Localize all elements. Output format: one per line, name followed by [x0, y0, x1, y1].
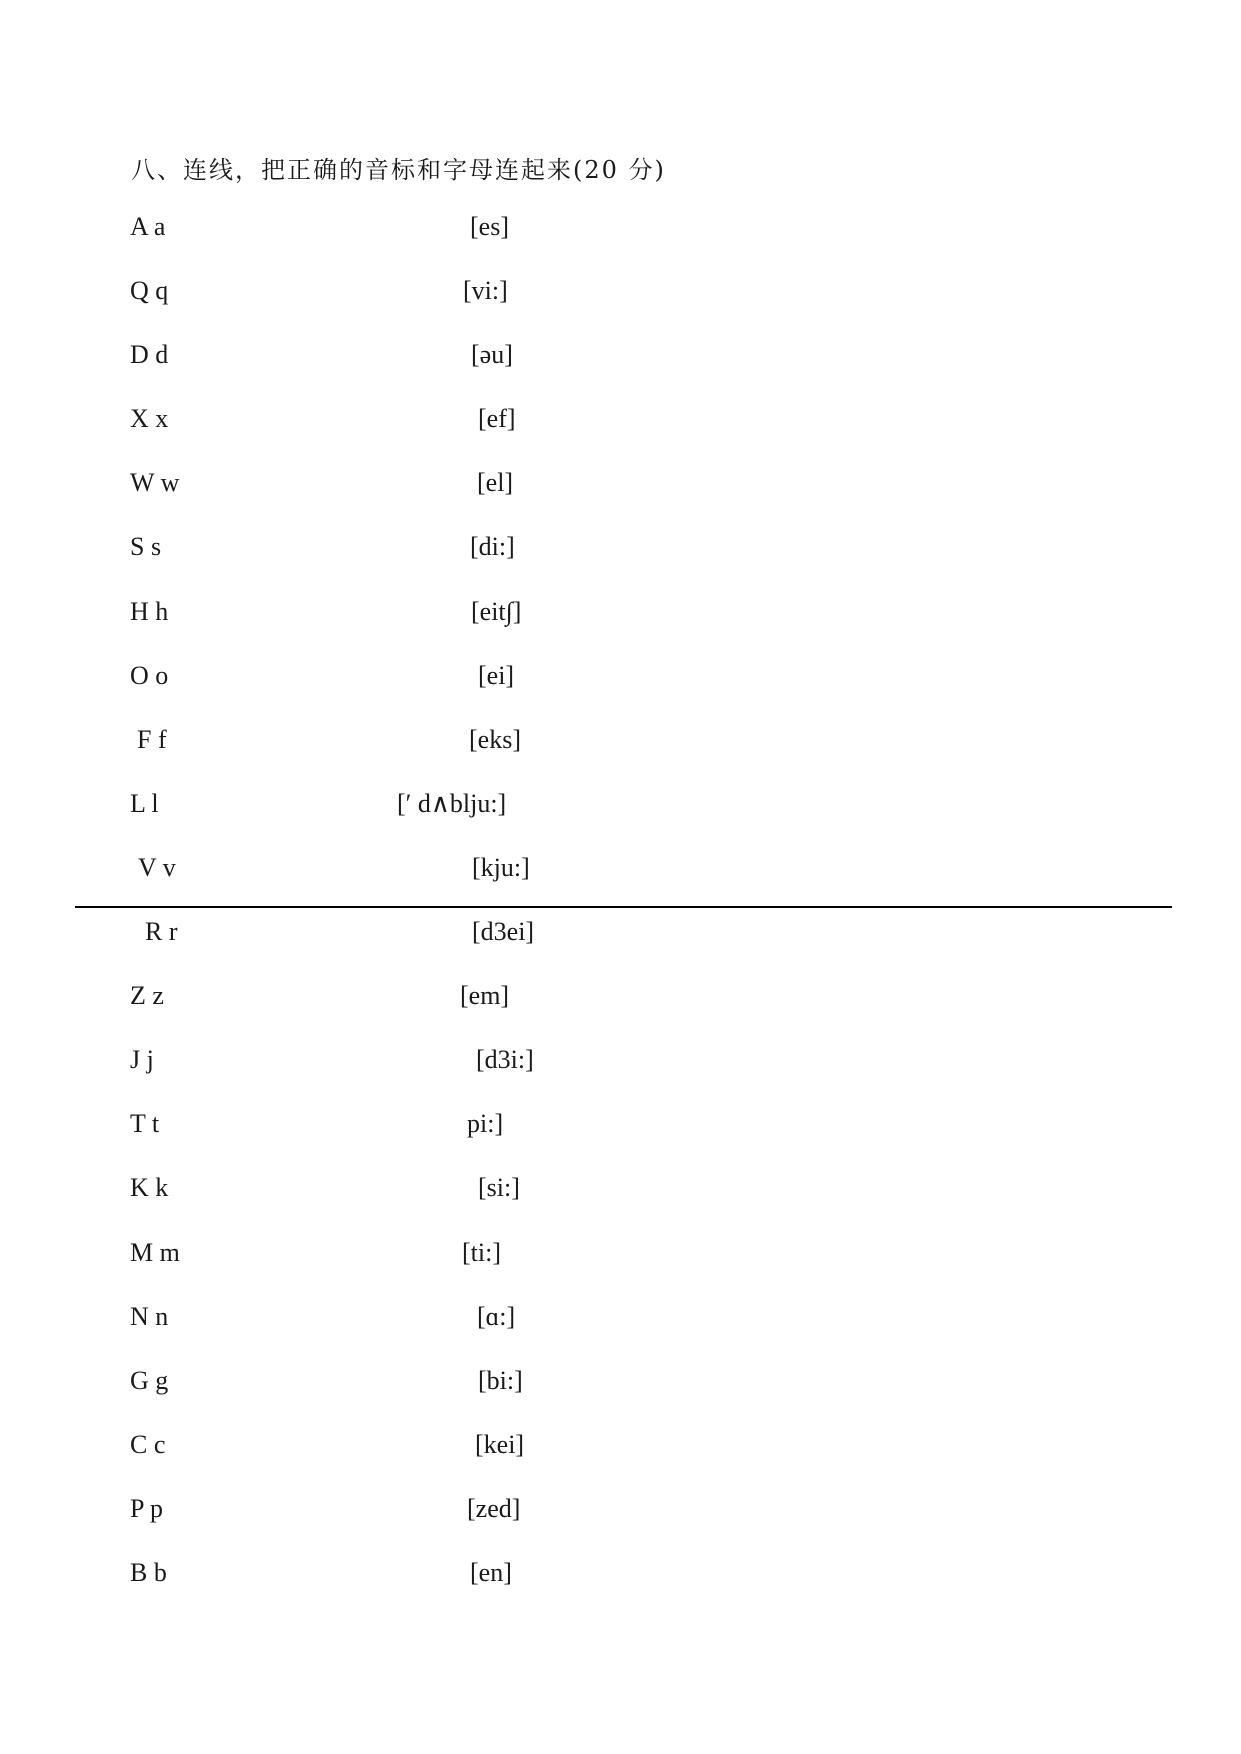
- phonetic-transcription: [kju:]: [472, 853, 530, 882]
- phonetic-transcription: [em]: [460, 981, 510, 1010]
- letter-pair: N n: [130, 1302, 169, 1331]
- phonetic-transcription: [eks]: [469, 725, 521, 754]
- phonetic-transcription: [en]: [470, 1558, 512, 1587]
- letter-pair: A a: [130, 212, 166, 241]
- letter-pair: M m: [130, 1238, 180, 1267]
- phonetic-transcription: [ei]: [478, 661, 515, 690]
- phonetic-transcription: [vi:]: [463, 276, 508, 305]
- phonetic-transcription: [zed]: [467, 1494, 521, 1523]
- phonetic-transcription: [d3i:]: [476, 1045, 534, 1074]
- horizontal-rule: [75, 906, 1172, 908]
- phonetic-transcription: [es]: [470, 212, 509, 241]
- letter-pair: C c: [130, 1430, 166, 1459]
- phonetic-transcription: [di:]: [470, 532, 515, 561]
- phonetic-transcription: [ef]: [478, 404, 516, 433]
- letter-pair: B b: [130, 1558, 167, 1587]
- letter-pair: F f: [137, 725, 167, 754]
- letter-pair: T t: [130, 1109, 160, 1138]
- letter-pair: Z z: [130, 981, 164, 1010]
- phonetic-transcription: [si:]: [478, 1173, 520, 1202]
- letter-pair: O o: [130, 661, 169, 690]
- letter-pair: R r: [145, 917, 178, 946]
- phonetic-transcription: pi:]: [467, 1109, 504, 1138]
- phonetic-transcription: [el]: [477, 468, 514, 497]
- letter-pair: D d: [130, 340, 169, 369]
- letter-pair: J j: [130, 1045, 154, 1074]
- phonetic-transcription: [bi:]: [478, 1366, 523, 1395]
- phonetic-transcription: [əu]: [471, 340, 513, 369]
- letter-pair: H h: [130, 597, 169, 626]
- letter-pair: V v: [138, 853, 176, 882]
- phonetic-transcription: [d3ei]: [472, 917, 535, 946]
- phonetic-transcription: [ɑ:]: [477, 1302, 516, 1331]
- letter-pair: X x: [130, 404, 169, 433]
- phonetic-transcription: [eit∫]: [471, 597, 522, 626]
- phonetic-transcription: [kei]: [475, 1430, 525, 1459]
- letter-pair: K k: [130, 1173, 169, 1202]
- letter-pair: S s: [130, 532, 162, 561]
- letter-pair: P p: [130, 1494, 163, 1523]
- letter-pair: Q q: [130, 276, 169, 305]
- phonetic-transcription: [ti:]: [462, 1238, 501, 1267]
- letter-pair: W w: [130, 468, 180, 497]
- page-title: 八、连线，把正确的音标和字母连起来(20 分): [131, 156, 666, 184]
- phonetic-transcription: [′ d∧blju:]: [397, 789, 507, 818]
- letter-pair: L l: [130, 789, 159, 818]
- letter-pair: G g: [130, 1366, 169, 1395]
